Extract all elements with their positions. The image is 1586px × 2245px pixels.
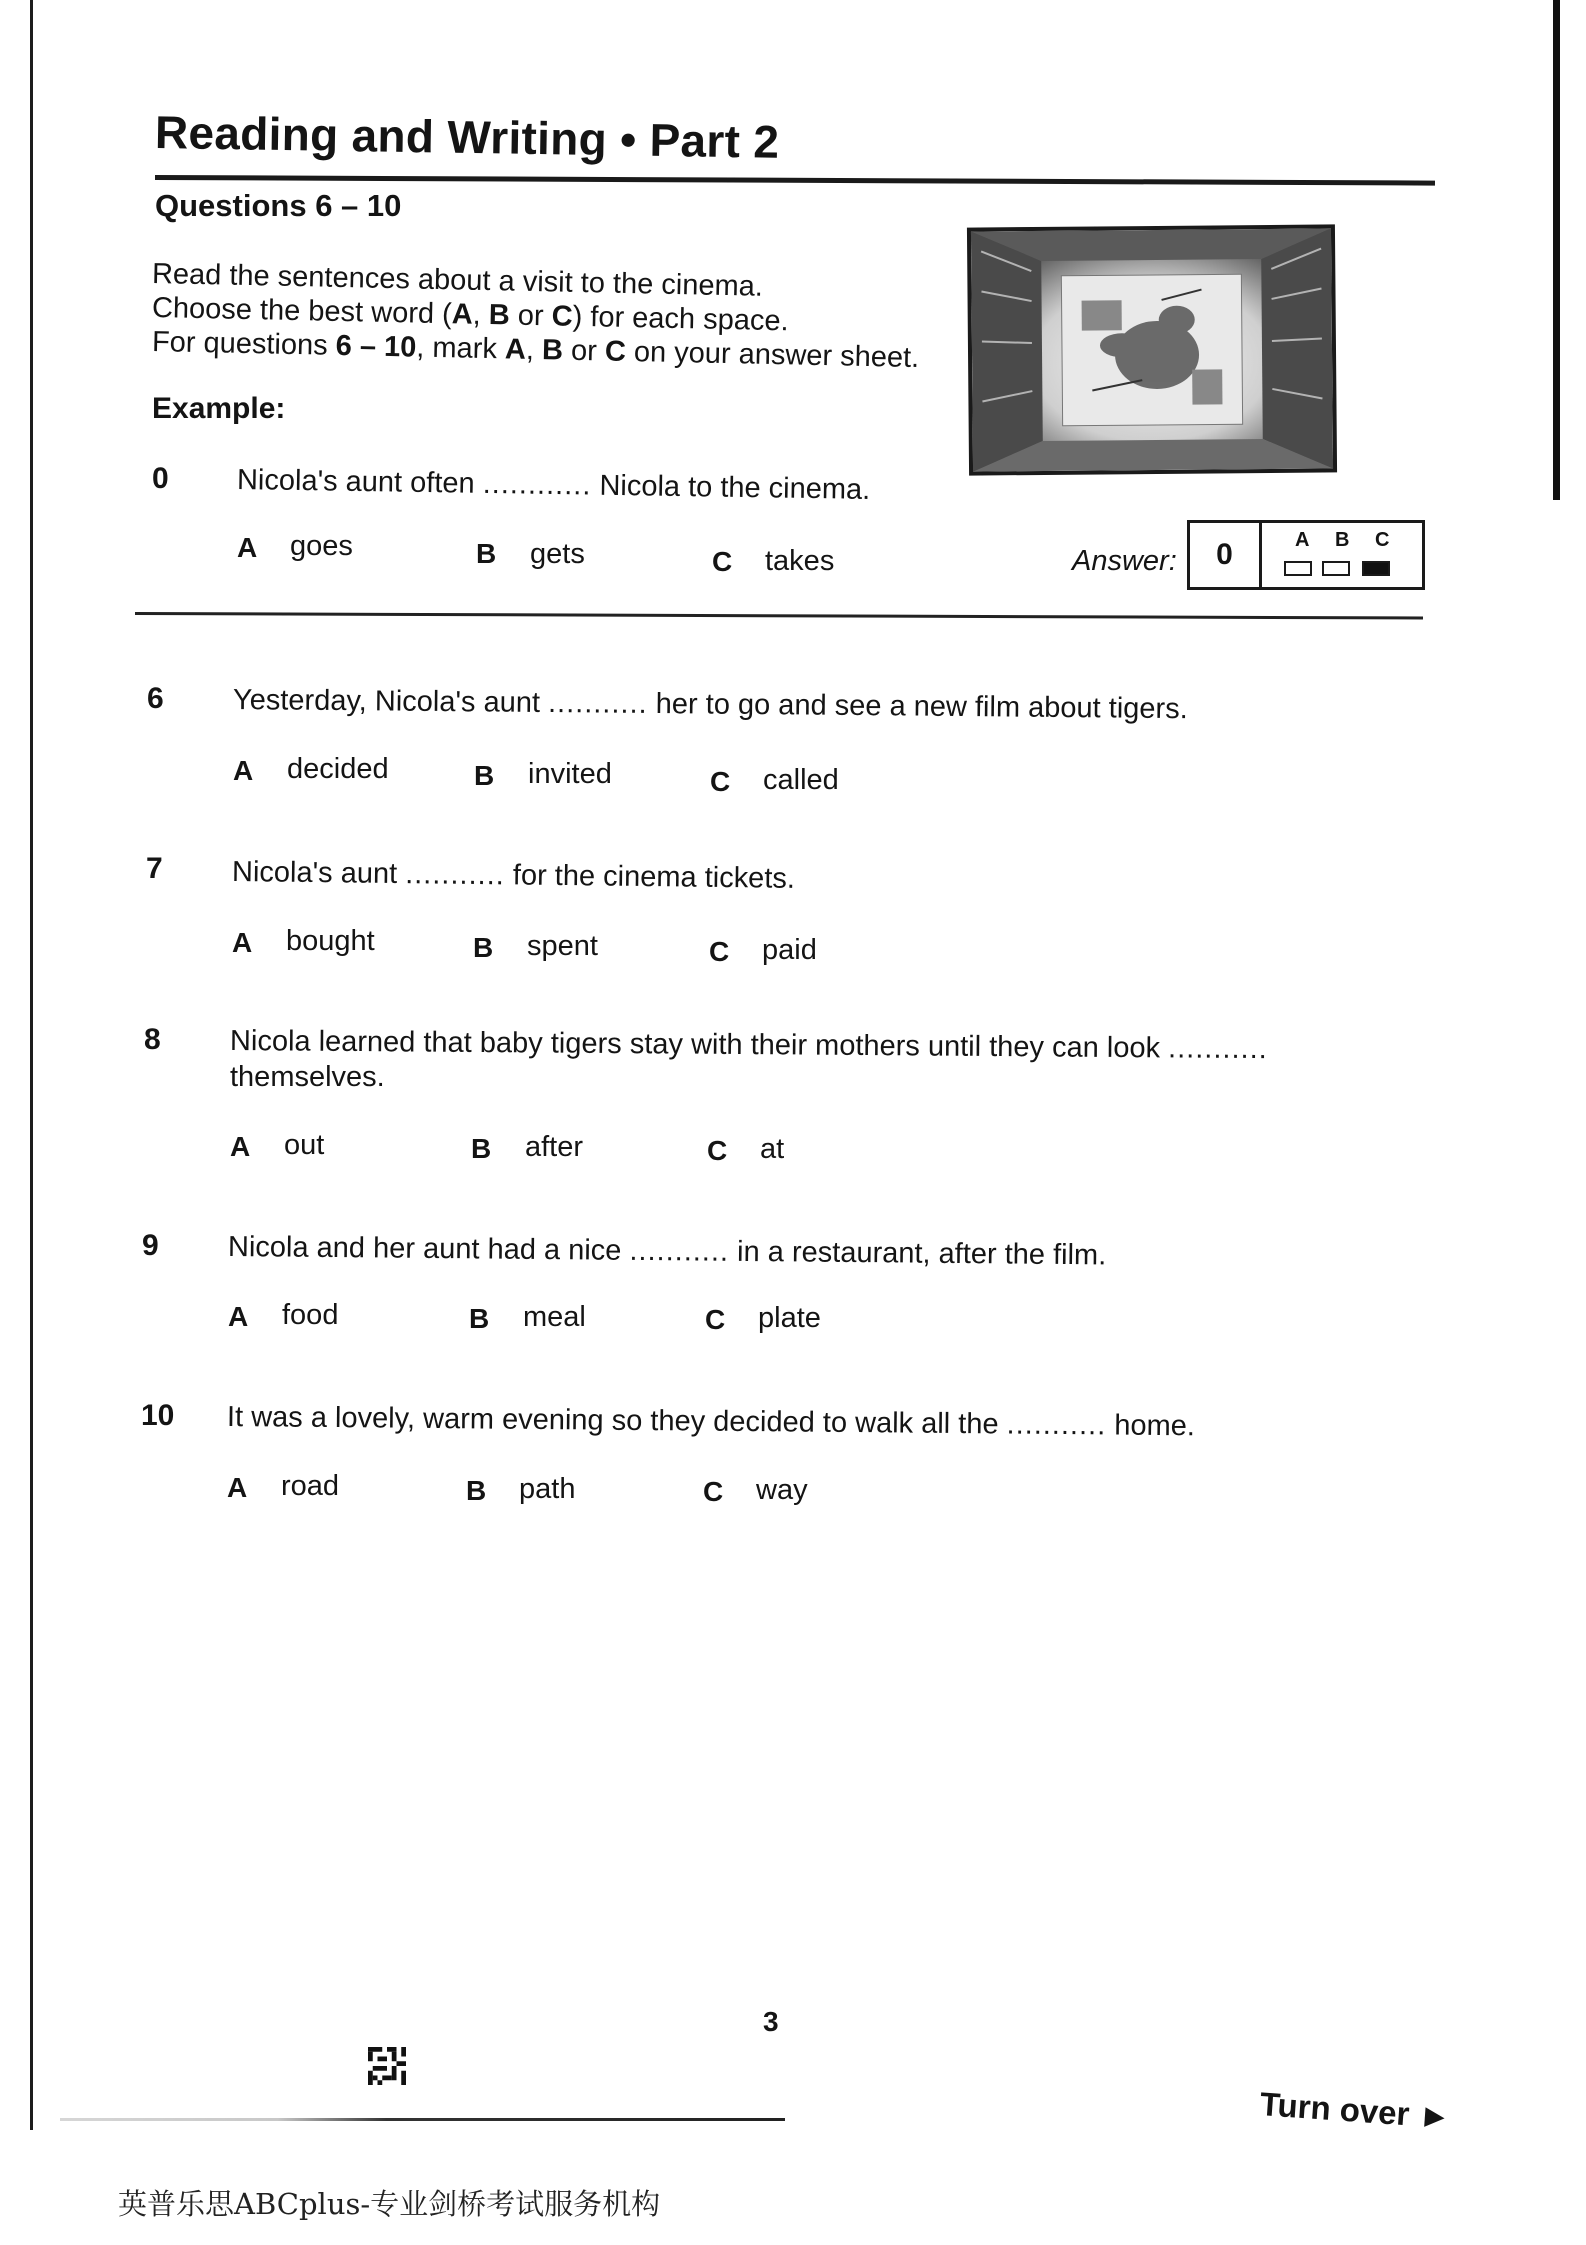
question-6-sentence [233, 684, 1188, 726]
example-option-letter-b: B [476, 538, 497, 569]
title-underline [155, 175, 1435, 186]
page-number: 3 [763, 2006, 779, 2037]
question-10-option-letter-b: B [466, 1475, 487, 1506]
question-8-option-letter-a: A [230, 1131, 251, 1162]
question-9-gap: ........... [629, 1234, 730, 1268]
example-option-letter-a: A [237, 532, 258, 563]
instruction-line-3: For questions 6 – 10, mark A, B or C on your answer sheet. [151, 326, 920, 375]
question-8-option-a: out [284, 1129, 325, 1161]
answer-box-a[interactable] [1284, 561, 1312, 576]
question-8-text-before: Nicola learned that baby tigers stay with their mothers until they can look [229, 1025, 1161, 1065]
question-7-text-before: Nicola's aunt [231, 856, 398, 891]
question-7-number: 7 [146, 852, 163, 885]
example-text-before: Nicola's aunt often [236, 464, 475, 500]
answer-number: 0 [1190, 523, 1262, 587]
example-option-letter-c: C [712, 546, 733, 577]
example-number: 0 [152, 462, 169, 495]
question-9-text-before: Nicola and her aunt had a nice [227, 1231, 622, 1267]
example-option-gets: gets [530, 538, 585, 570]
question-9-option-letter-b: B [469, 1303, 490, 1334]
example-separator [135, 612, 1423, 619]
question-6-gap: ........... [547, 687, 648, 720]
question-10-option-a: road [281, 1470, 340, 1502]
question-9-option-b: meal [523, 1301, 586, 1333]
cinema-scene-image [971, 228, 1333, 471]
question-10-option-b: path [519, 1473, 576, 1505]
question-7-option-a: bought [286, 925, 375, 957]
answer-letter-c: C [1375, 529, 1390, 551]
answer-box-b[interactable] [1322, 561, 1350, 576]
example-option-goes: goes [290, 530, 353, 562]
question-10-option-c: way [756, 1474, 808, 1506]
question-6-option-c: called [763, 764, 839, 796]
turn-over-label: Turn over ► [1258, 2085, 1453, 2136]
example-option-takes: takes [765, 545, 835, 577]
question-7-option-letter-b: B [473, 932, 494, 963]
question-6-number: 6 [147, 682, 164, 715]
answer-box [1187, 520, 1425, 590]
question-9-option-letter-a: A [228, 1301, 249, 1332]
question-7-sentence [232, 856, 795, 896]
question-7-option-b: spent [527, 930, 598, 962]
example-gap: ............ [482, 467, 592, 502]
question-6-option-a: decided [287, 753, 389, 785]
question-6-text-before: Yesterday, Nicola's aunt [232, 684, 541, 719]
instruction-line-2: Choose the best word (A, B or C) for each space. [151, 292, 789, 338]
question-10-text-before: It was a lovely, warm evening so they decided to walk all the [226, 1401, 999, 1441]
example-text-after: Nicola to the cinema. [599, 469, 871, 506]
bottom-rule [60, 2118, 785, 2121]
question-6-option-b: invited [528, 758, 612, 790]
question-8-sentence [230, 1025, 1268, 1066]
question-9-option-c: plate [758, 1302, 821, 1334]
barcode-icon [368, 2047, 406, 2085]
question-8-option-letter-c: C [707, 1135, 728, 1166]
question-9-text-after: in a restaurant, after the film. [736, 1235, 1107, 1272]
question-9-sentence [228, 1231, 1107, 1272]
question-7-option-c: paid [762, 934, 817, 966]
question-10-option-letter-c: C [703, 1476, 724, 1507]
question-7-gap: ........... [404, 858, 506, 892]
question-6-option-letter-a: A [233, 755, 254, 786]
question-8-option-c: at [760, 1133, 785, 1165]
questions-range: Questions 6 – 10 [155, 188, 402, 223]
question-10-number: 10 [141, 1399, 175, 1432]
question-10-text-after: home. [1114, 1409, 1196, 1443]
question-9-number: 9 [142, 1229, 159, 1262]
instruction-line-1: Read the sentences about a visit to the cinema. [151, 258, 764, 303]
question-7-option-letter-a: A [232, 927, 253, 958]
question-8-gap: ........... [1168, 1032, 1268, 1066]
answer-label: Answer: [1072, 545, 1177, 577]
example-sentence [237, 464, 871, 507]
page-edge-left [30, 0, 33, 2130]
question-8-option-letter-b: B [471, 1133, 492, 1164]
question-9-option-letter-c: C [705, 1304, 726, 1335]
question-10-sentence [227, 1401, 1195, 1443]
question-6-text-after: her to go and see a new film about tigers. [655, 688, 1188, 726]
footer-watermark: 英普乐思ABCplus-专业剑桥考试服务机构 [118, 2187, 661, 2221]
answer-letter-a: A [1295, 529, 1310, 551]
question-7-option-letter-c: C [709, 936, 730, 967]
question-10-option-letter-a: A [227, 1472, 248, 1503]
question-8-number: 8 [144, 1023, 161, 1056]
answer-letter-b: B [1335, 529, 1350, 551]
question-6-option-letter-c: C [710, 766, 731, 797]
question-7-text-after: for the cinema tickets. [512, 859, 796, 895]
question-9-option-a: food [282, 1299, 339, 1331]
question-6-option-letter-b: B [474, 760, 495, 791]
question-8-line-2: themselves. [230, 1061, 385, 1093]
question-10-gap: ........... [1006, 1408, 1107, 1442]
answer-box-c-marked[interactable] [1362, 561, 1390, 576]
page-title: Reading and Writing • Part 2 [154, 106, 780, 168]
page-edge-right [1553, 0, 1560, 500]
cinema-photo [967, 224, 1337, 475]
question-8-option-b: after [525, 1131, 584, 1163]
example-label: Example: [152, 392, 286, 425]
